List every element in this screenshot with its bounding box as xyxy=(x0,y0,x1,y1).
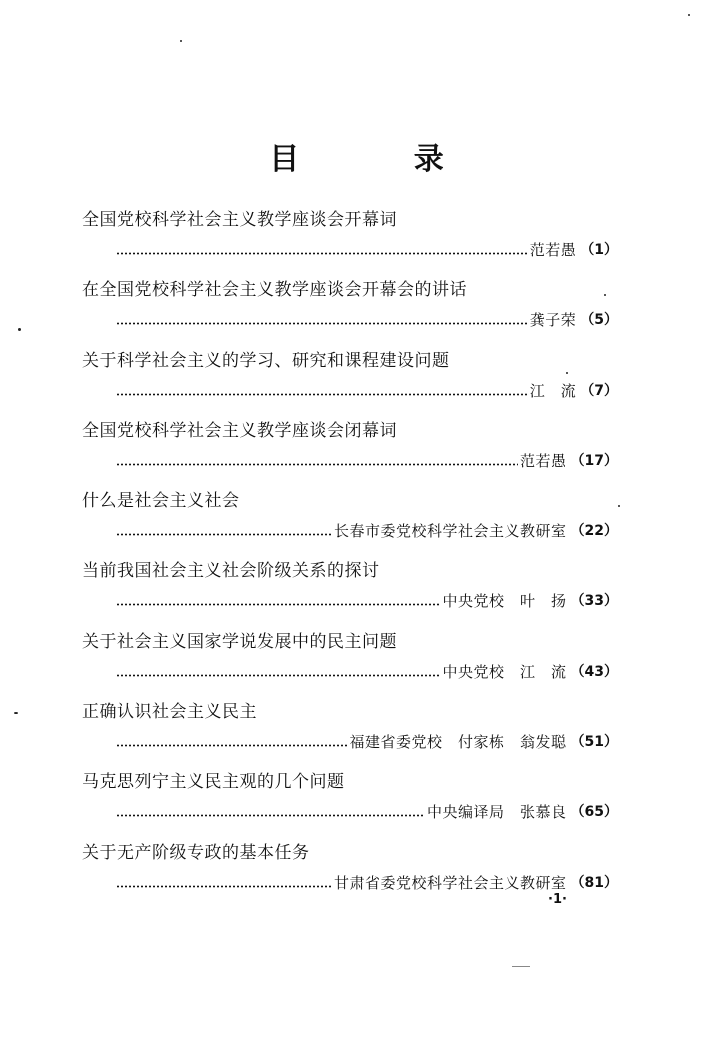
dot-leader xyxy=(116,533,332,536)
entry-author: 甘肃省委党校科学社会主义教研室 xyxy=(334,873,567,892)
entry-title: 马克思列宁主义民主观的几个问题 xyxy=(82,772,345,793)
entry-leader-line xyxy=(116,730,618,754)
entry-leader-line xyxy=(116,449,618,473)
scan-speck xyxy=(14,712,18,714)
dot-leader xyxy=(116,744,348,747)
entry-author: 龚子荣 xyxy=(529,311,577,330)
dot-leader xyxy=(116,252,528,255)
entry-leader-line xyxy=(116,519,618,543)
entry-page-number: （81） xyxy=(570,874,618,891)
page-number: ·1· xyxy=(548,892,567,907)
entry-leader-line xyxy=(116,589,618,613)
entry-title: 关于无产阶级专政的基本任务 xyxy=(82,842,310,863)
scan-speck xyxy=(566,372,568,374)
entry-page-number: （51） xyxy=(570,734,618,751)
toc-entry[interactable] xyxy=(82,489,618,559)
entry-title: 在全国党校科学社会主义教学座谈会开幕会的讲话 xyxy=(82,280,467,301)
entry-leader-line xyxy=(116,308,618,332)
entry-author: 福建省委党校 付家栋 翁发聪 xyxy=(349,733,567,752)
toc-entry[interactable] xyxy=(82,770,618,840)
entry-title: 全国党校科学社会主义教学座谈会开幕词 xyxy=(82,210,397,230)
entry-page-number: （7） xyxy=(580,382,618,399)
entry-title: 关于社会主义国家学说发展中的民主问题 xyxy=(82,631,397,652)
toc-entry[interactable] xyxy=(82,419,618,489)
scan-speck xyxy=(180,40,182,42)
toc-entry[interactable] xyxy=(82,208,618,278)
toc-entry[interactable] xyxy=(82,700,618,770)
entry-author: 范若愚 xyxy=(529,241,577,259)
entry-title: 正确认识社会主义民主 xyxy=(82,702,257,723)
page-title: 目 录 xyxy=(269,142,496,177)
entry-page-number: （43） xyxy=(570,663,618,680)
scan-speck xyxy=(618,505,620,507)
entry-author: 范若愚 xyxy=(520,451,567,470)
toc-entry[interactable] xyxy=(82,630,618,700)
dot-leader xyxy=(116,322,528,325)
toc-entry[interactable] xyxy=(82,278,618,348)
entry-author: 长春市委党校科学社会主义教研室 xyxy=(334,522,567,541)
entry-leader-line xyxy=(116,238,618,262)
toc-entry[interactable] xyxy=(82,841,618,911)
dot-leader xyxy=(116,885,332,888)
entry-leader-line xyxy=(116,800,618,824)
entry-title: 关于科学社会主义的学习、研究和课程建设问题 xyxy=(82,350,450,371)
entry-author: 中央党校 江 流 xyxy=(442,662,567,681)
entry-page-number: （65） xyxy=(570,804,618,821)
toc-list xyxy=(82,208,618,911)
dot-leader xyxy=(116,393,528,396)
entry-page-number: （1） xyxy=(580,242,618,258)
entry-leader-line xyxy=(116,379,618,403)
toc-entry[interactable] xyxy=(82,559,618,629)
entry-author: 中央编译局 张慕良 xyxy=(427,803,567,822)
entry-page-number: （5） xyxy=(580,312,618,329)
scan-speck xyxy=(604,294,606,296)
entry-page-number: （22） xyxy=(570,523,618,540)
scan-speck xyxy=(688,14,690,16)
entry-page-number: （33） xyxy=(570,593,618,610)
entry-title: 全国党校科学社会主义教学座谈会闭幕词 xyxy=(82,420,397,441)
entry-page-number: （17） xyxy=(570,452,618,469)
entry-leader-line xyxy=(116,660,618,684)
toc-entry[interactable] xyxy=(82,349,618,419)
dot-leader xyxy=(116,603,441,606)
dot-leader xyxy=(116,463,518,466)
dot-leader xyxy=(116,674,441,677)
entry-author: 中央党校 叶 扬 xyxy=(442,592,567,611)
entry-title: 什么是社会主义社会 xyxy=(82,491,240,512)
scan-speck xyxy=(512,966,530,967)
entry-leader-line xyxy=(116,871,618,895)
scan-speck xyxy=(18,328,21,331)
dot-leader xyxy=(116,814,425,817)
entry-author: 江 流 xyxy=(529,381,577,400)
entry-title: 当前我国社会主义社会阶级关系的探讨 xyxy=(82,561,380,582)
